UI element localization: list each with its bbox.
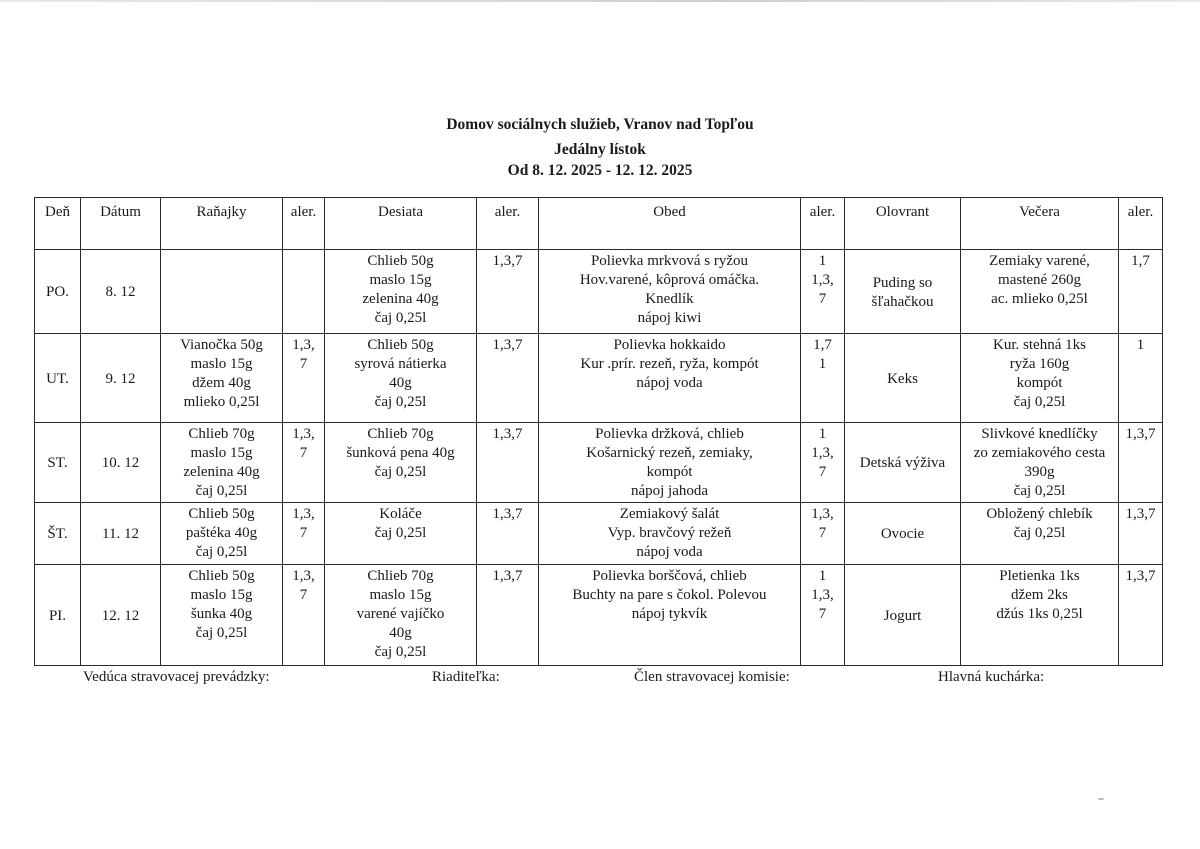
cell-line: nápoj tykvík — [631, 606, 708, 622]
cell-line: Koláče — [379, 506, 422, 522]
lunch-cell — [539, 423, 801, 503]
table-row — [35, 503, 1163, 565]
cell-line: Keks — [887, 370, 918, 387]
cell-line: čaj 0,25l — [1013, 525, 1066, 541]
cell-line: 390g — [1024, 464, 1055, 480]
date-cell: 8. 12 — [81, 250, 161, 334]
cell-line: nápoj voda — [636, 544, 703, 560]
day-cell: UT. — [35, 334, 81, 423]
snack-allergens-cell — [477, 334, 539, 423]
cell-line: Detská výživa — [859, 455, 946, 471]
date-cell: 12. 12 — [81, 565, 161, 666]
cell-line: čaj 0,25l — [374, 310, 427, 326]
cell-line: 7 — [818, 525, 827, 541]
dinner-cell — [961, 565, 1119, 666]
dinner-cell — [961, 423, 1119, 503]
cell-line: 1,3,7 — [492, 253, 523, 269]
day-cell: ŠT. — [35, 503, 81, 565]
breakfast-allergens-cell — [283, 565, 325, 666]
snack-cell — [325, 250, 477, 334]
organization-title: Domov sociálnych služieb, Vranov nad Topľou — [446, 116, 754, 133]
dinner-allergens-cell — [1119, 503, 1163, 565]
table-header-row — [35, 198, 1163, 250]
cell-line: 1 — [818, 568, 827, 584]
snack-allergens-cell — [477, 565, 539, 666]
cell-line: zo zemiakového cesta — [973, 445, 1106, 461]
cell-line: 1,3,7 — [492, 568, 523, 584]
cell-line: maslo 15g — [369, 272, 432, 288]
cell-line: čaj 0,25l — [374, 394, 427, 410]
afternoon-snack-cell — [845, 565, 961, 666]
cell-line: čaj 0,25l — [374, 525, 427, 541]
cell-line: Polievka hokkaido — [613, 337, 726, 353]
dinner-cell — [961, 334, 1119, 423]
cell-line: džús 1ks 0,25l — [996, 606, 1083, 622]
cell-line: džem 40g — [192, 375, 251, 391]
cell-line: 1 — [818, 356, 827, 372]
column-header: aler. — [283, 198, 325, 250]
cell-line: zelenina 40g — [183, 464, 260, 480]
lunch-cell — [539, 565, 801, 666]
day-cell: PO. — [35, 250, 81, 334]
cell-line: čaj 0,25l — [374, 644, 427, 660]
breakfast-allergens-cell — [283, 250, 325, 334]
cell-line: Slivkové knedlíčky — [981, 426, 1098, 442]
snack-allergens-cell — [477, 250, 539, 334]
cell-line: 1,3,7 — [1125, 568, 1156, 584]
cell-line: šunková pena 40g — [346, 445, 455, 461]
column-header: aler. — [477, 198, 539, 250]
cell-line: 7 — [299, 356, 308, 372]
cell-line: zelenina 40g — [362, 291, 439, 307]
cell-line: varené vajíčko — [356, 606, 445, 622]
cell-line: Puding so — [872, 274, 933, 291]
cell-line: čaj 0,25l — [1013, 394, 1066, 410]
cell-line: Vyp. bravčový režeň — [607, 525, 732, 541]
document-title: Jedálny lístok — [554, 141, 646, 158]
dinner-allergens-cell — [1119, 250, 1163, 334]
column-header: Dátum — [81, 198, 161, 250]
cell-line: Obložený chlebík — [986, 506, 1093, 522]
date-cell: 11. 12 — [81, 503, 161, 565]
afternoon-snack-cell — [845, 503, 961, 565]
lunch-cell — [539, 250, 801, 334]
cell-line: 7 — [299, 445, 308, 461]
lunch-allergens-cell — [801, 423, 845, 503]
cell-line: 1,3, — [811, 587, 834, 603]
cell-line: 7 — [818, 291, 827, 307]
cell-line: 1,7 — [1131, 253, 1150, 269]
lunch-allergens-cell — [801, 334, 845, 423]
column-header: Obed — [539, 198, 801, 250]
weekly-menu-table — [34, 197, 1163, 666]
breakfast-cell — [161, 423, 283, 503]
date-cell: 9. 12 — [81, 334, 161, 423]
column-header: aler. — [1119, 198, 1163, 250]
cell-line: 1,3, — [292, 337, 315, 353]
snack-cell — [325, 503, 477, 565]
table-row — [35, 565, 1163, 666]
cell-line: 1 — [1136, 337, 1145, 353]
cell-line: 7 — [299, 587, 308, 603]
cell-line: 40g — [389, 625, 412, 641]
cell-line: 1,3,7 — [1125, 426, 1156, 442]
lunch-allergens-cell — [801, 250, 845, 334]
cell-line: 1 — [818, 253, 827, 269]
cell-line: 1,7 — [813, 337, 832, 353]
cell-line: maslo 15g — [190, 356, 253, 372]
snack-cell — [325, 334, 477, 423]
breakfast-allergens-cell — [283, 423, 325, 503]
cell-line: 1,3,7 — [492, 506, 523, 522]
cell-line: Chlieb 50g — [188, 506, 255, 522]
lunch-allergens-cell — [801, 565, 845, 666]
column-header: aler. — [801, 198, 845, 250]
cell-line: Chlieb 50g — [367, 253, 434, 269]
cell-line: Ovocie — [880, 526, 925, 542]
cell-line: nápoj kiwi — [637, 310, 702, 326]
table-row — [35, 250, 1163, 334]
breakfast-cell — [161, 250, 283, 334]
cell-line: 1,3,7 — [1125, 506, 1156, 522]
cell-line: 1,3, — [811, 445, 834, 461]
cell-line: nápoj voda — [636, 375, 703, 391]
chef-signature-label: Hlavná kuchárka: — [938, 669, 1045, 685]
day-cell: ST. — [35, 423, 81, 503]
table-row — [35, 334, 1163, 423]
cell-line: Jogurt — [883, 607, 922, 624]
lunch-allergens-cell — [801, 503, 845, 565]
cell-line: 1,3, — [811, 272, 834, 288]
day-cell: PI. — [35, 565, 81, 666]
snack-allergens-cell — [477, 423, 539, 503]
breakfast-cell — [161, 503, 283, 565]
cell-line: kompót — [646, 464, 693, 480]
cell-line: Chlieb 50g — [367, 337, 434, 353]
cell-line: 1,3,7 — [492, 337, 523, 353]
cell-line: šľahačkou — [871, 293, 934, 310]
dinner-cell — [961, 503, 1119, 565]
cell-line: 7 — [818, 606, 827, 622]
cell-line: Pletienka 1ks — [999, 568, 1080, 584]
column-header: Olovrant — [845, 198, 961, 250]
cell-line: Chlieb 70g — [188, 426, 255, 442]
cell-line: džem 2ks — [1010, 587, 1069, 603]
director-signature-label: Riaditeľka: — [432, 669, 500, 685]
cell-line: nápoj jahoda — [630, 483, 709, 499]
cell-line: 7 — [299, 525, 308, 541]
cell-line: mastené 260g — [998, 272, 1081, 288]
cell-line: Kur .prír. rezeň, ryža, kompót — [580, 356, 759, 372]
dinner-allergens-cell — [1119, 334, 1163, 423]
column-header: Večera — [961, 198, 1119, 250]
breakfast-cell — [161, 334, 283, 423]
cell-line: maslo 15g — [190, 587, 253, 603]
cell-line: Chlieb 70g — [367, 568, 434, 584]
manager-signature-label: Vedúca stravovacej prevádzky: — [83, 669, 270, 685]
cell-line: Zemiaky varené, — [989, 253, 1090, 269]
snack-cell — [325, 565, 477, 666]
cell-line: Košarnický rezeň, zemiaky, — [586, 445, 753, 461]
cell-line: Chlieb 50g — [188, 568, 255, 584]
snack-allergens-cell — [477, 503, 539, 565]
cell-line: 1,3, — [292, 426, 315, 442]
cell-line: čaj 0,25l — [195, 483, 248, 499]
dinner-allergens-cell — [1119, 423, 1163, 503]
cell-line: 1 — [818, 426, 827, 442]
cell-line: ac. mlieko 0,25l — [991, 291, 1088, 307]
cell-line: Kur. stehná 1ks — [993, 337, 1086, 353]
cell-line: syrová nátierka — [354, 356, 447, 372]
cell-line: Polievka boršč​ová, chlieb — [592, 568, 747, 584]
cell-line: ryža 160g — [1009, 356, 1070, 372]
cell-line: Polievka mrkvová s ryžou — [590, 253, 749, 269]
cell-line: 1,3,7 — [492, 426, 523, 442]
cell-line: maslo 15g — [369, 587, 432, 603]
committee-signature-label: Člen stravovacej komisie: — [634, 669, 790, 685]
cell-line: maslo 15g — [190, 445, 253, 461]
cell-line: Zemiakový šalát — [619, 506, 720, 522]
cell-line: čaj 0,25l — [1013, 483, 1066, 499]
cell-line: Buchty na pare s čokol. Polevou — [572, 587, 767, 603]
afternoon-snack-cell — [845, 250, 961, 334]
cell-line: 1,3, — [292, 568, 315, 584]
dinner-cell — [961, 250, 1119, 334]
cell-line: mlieko 0,25l — [183, 394, 260, 410]
cell-line: 1,3, — [811, 506, 834, 522]
cell-line: paštéka 40g — [185, 525, 258, 541]
cell-line: Polievka držková, chlieb — [595, 426, 744, 442]
cell-line: 1,3, — [292, 506, 315, 522]
lunch-cell — [539, 503, 801, 565]
dinner-allergens-cell — [1119, 565, 1163, 666]
column-header: Desiata — [325, 198, 477, 250]
scan-speck — [1098, 798, 1104, 800]
lunch-cell — [539, 334, 801, 423]
cell-line: kompót — [1016, 375, 1063, 391]
afternoon-snack-cell — [845, 423, 961, 503]
cell-line: Chlieb 70g — [367, 426, 434, 442]
snack-cell — [325, 423, 477, 503]
cell-line: Vianočka 50g — [180, 337, 263, 353]
column-header: Raňajky — [161, 198, 283, 250]
cell-line: čaj 0,25l — [195, 544, 248, 560]
column-header: Deň — [35, 198, 81, 250]
breakfast-cell — [161, 565, 283, 666]
cell-line: 40g — [389, 375, 412, 391]
cell-line: 7 — [818, 464, 827, 480]
date-cell: 10. 12 — [81, 423, 161, 503]
cell-line: Hov.varené, kôprová omáčka. — [579, 272, 760, 288]
cell-line: šunka 40g — [190, 606, 253, 622]
menu-period: Od 8. 12. 2025 - 12. 12. 2025 — [507, 162, 693, 179]
breakfast-allergens-cell — [283, 334, 325, 423]
cell-line: čaj 0,25l — [195, 625, 248, 641]
cell-line: čaj 0,25l — [374, 464, 427, 480]
afternoon-snack-cell — [845, 334, 961, 423]
scan-edge — [0, 0, 1200, 2]
breakfast-allergens-cell — [283, 503, 325, 565]
table-row — [35, 423, 1163, 503]
cell-line: Knedlík — [645, 291, 694, 307]
